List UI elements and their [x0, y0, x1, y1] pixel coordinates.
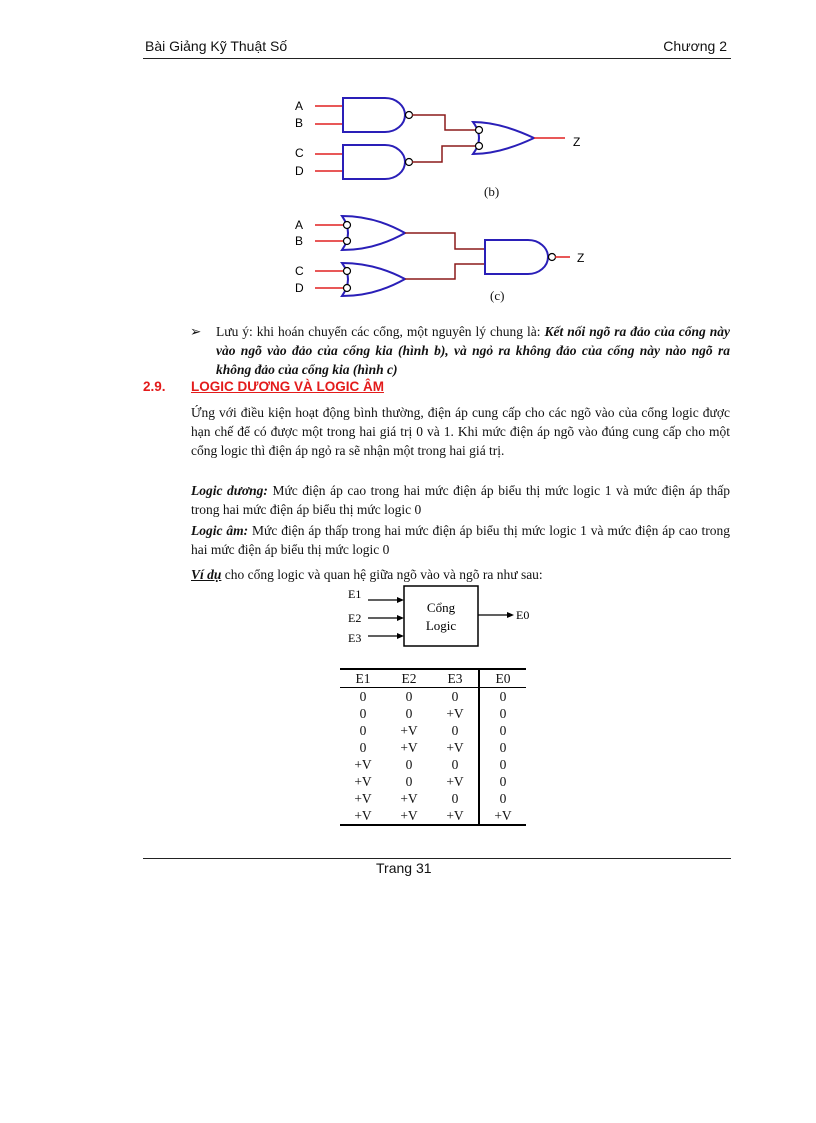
table-cell: 0 [479, 773, 526, 790]
table-row [340, 773, 526, 790]
page-header [143, 38, 731, 59]
table-cell: 0 [405, 773, 413, 789]
block-label-line2: Logic [425, 618, 457, 633]
section-title: LOGIC DƯƠNG VÀ LOGIC ÂM [191, 379, 384, 394]
block-label-line1: Cổng [426, 600, 456, 615]
table-cell: 0 [405, 756, 413, 772]
table-cell: 0 [479, 790, 526, 807]
table-cell: 0 [359, 688, 367, 704]
note-emphasis: Kết nối ngõ ra đảo của cổng này vào ngõ vào đảo của cổng kia (hình b), và ngỏ ra không đảo của cổng này nào ngõ ra không đảo của cổng kia (hình c) [216, 324, 730, 377]
col-e0: E0 [479, 669, 526, 688]
circuit-b-label-b: B [295, 116, 304, 130]
header-title: Bài Giảng Kỹ Thuật Số [145, 38, 288, 54]
circuit-c-label-z: Z [577, 251, 585, 265]
truth-table [340, 668, 526, 826]
block-input-e2: E2 [348, 611, 362, 625]
table-cell: +V [446, 739, 464, 755]
table-row [340, 790, 526, 807]
table-cell: 0 [451, 722, 459, 738]
table-row [340, 807, 526, 825]
table-cell: 0 [479, 756, 526, 773]
truth-table-header [340, 669, 526, 688]
table-cell: 0 [451, 790, 459, 806]
logic-block-diagram [336, 582, 556, 652]
table-cell: 0 [359, 705, 367, 721]
circuit-c-caption: (c) [490, 288, 505, 303]
circuit-b-label-a: A [295, 99, 304, 113]
circuit-c-label-b: B [295, 234, 304, 248]
table-cell: 0 [451, 688, 459, 704]
block-input-e1: E1 [348, 587, 362, 601]
table-cell: +V [446, 773, 464, 789]
table-row [340, 688, 526, 706]
block-input-e3: E3 [348, 631, 362, 645]
circuit-c-label-a: A [295, 218, 304, 232]
col-e1: E1 [340, 669, 386, 688]
col-e2: E2 [386, 669, 432, 688]
table-cell: +V [354, 756, 372, 772]
note-text: Lưu ý: khi hoán chuyển các cổng, một nguyên lý chung là: [216, 324, 545, 339]
section-number: 2.9. [143, 379, 166, 394]
table-cell: +V [446, 705, 464, 721]
circuit-c-diagram [280, 205, 600, 305]
table-cell: +V [354, 773, 372, 789]
table-cell: 0 [451, 756, 459, 772]
page-number: Trang 31 [376, 860, 432, 876]
table-cell: 0 [405, 705, 413, 721]
example-text: cho cổng logic và quan hệ giữa ngõ vào và ngõ ra như sau: [221, 567, 543, 582]
negative-logic-label: Logic âm: [191, 523, 249, 538]
positive-logic-text: Mức điện áp cao trong hai mức điện áp biểu thị mức logic 1 và mức điện áp thấp trong hai mức điện áp biểu thị mức logic 0 [191, 483, 731, 517]
circuit-b-label-z: Z [573, 135, 581, 149]
circuit-b-label-c: C [295, 146, 304, 160]
positive-logic-label: Logic dương: [191, 483, 268, 498]
circuit-c-label-d: D [295, 281, 304, 295]
table-cell: 0 [479, 688, 526, 706]
table-cell: +V [354, 790, 372, 806]
paragraph-negative-logic [191, 521, 730, 559]
table-cell: 0 [359, 739, 367, 755]
circuit-b-caption: (b) [484, 184, 500, 199]
table-cell: +V [400, 739, 418, 755]
circuit-b-label-d: D [295, 164, 304, 178]
conversion-note [190, 322, 730, 379]
note-marker: ➢ [190, 324, 202, 339]
negative-logic-text: Mức điện áp thấp trong hai mức điện áp biểu thị mức logic 1 và mức điện áp cao trong hai mức điện áp biểu thị mức logic 0 [191, 523, 730, 557]
table-row [340, 705, 526, 722]
paragraph-positive-logic [191, 481, 730, 519]
example-label: Ví dụ [191, 567, 222, 582]
table-cell: 0 [359, 722, 367, 738]
table-row [340, 756, 526, 773]
table-row [340, 722, 526, 739]
circuit-b-diagram [280, 90, 600, 195]
circuit-c-label-c: C [295, 264, 304, 278]
block-output-e0: E0 [516, 608, 530, 622]
table-row [340, 739, 526, 756]
col-e3: E3 [432, 669, 479, 688]
table-cell: 0 [479, 705, 526, 722]
table-cell: +V [479, 807, 526, 825]
table-cell: 0 [479, 722, 526, 739]
table-cell: +V [400, 790, 418, 806]
table-cell: +V [432, 807, 479, 825]
table-cell: 0 [405, 688, 413, 704]
footer-rule [143, 858, 731, 859]
table-cell: +V [386, 807, 432, 825]
header-chapter: Chương 2 [663, 38, 727, 54]
table-cell: 0 [479, 739, 526, 756]
paragraph-intro: Ứng với điều kiện hoạt động bình thường, điện áp cung cấp cho các ngõ vào của cổng logic được hạn chế để có được một trong hai giá trị 0 và 1. Khi mức điện áp ngõ vào đúng cung cấp cho một cổng logic thì điện áp ngỏ ra sẽ nhận một trong hai giá trị. [191, 405, 730, 458]
table-cell: +V [340, 807, 386, 825]
table-cell: +V [400, 722, 418, 738]
